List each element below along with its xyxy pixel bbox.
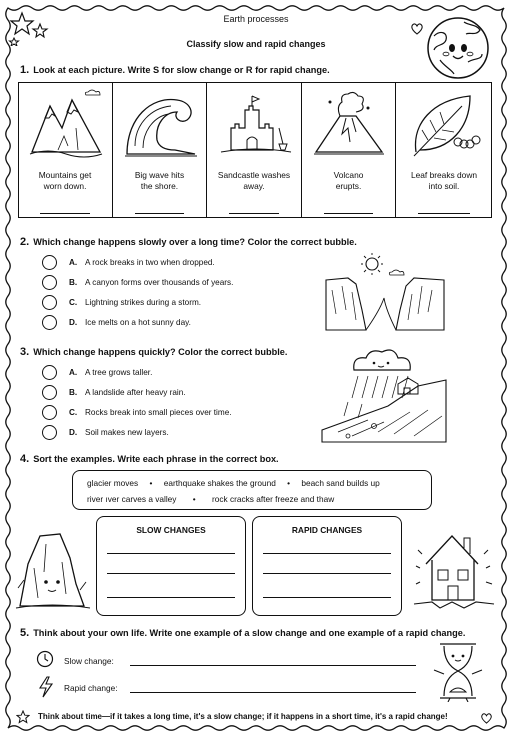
footer-tip: Think about time—if it takes a long time, it's a slow change; if it happens in a short time, it's a rapid change! — [38, 712, 448, 721]
slow-change-label: Slow change: — [64, 656, 114, 666]
word-bank-row-2 — [87, 494, 334, 504]
star-icon — [16, 710, 30, 724]
answer-bubble[interactable] — [42, 385, 57, 400]
q3-option-a[interactable]: A. A tree grows taller. — [42, 364, 152, 380]
q1-caption-2: Big wave hits the shore. — [134, 170, 185, 191]
phrase-chip: beach sand builds up — [301, 478, 380, 488]
bullet-separator: • — [192, 494, 196, 504]
rapid-changes-box — [252, 516, 402, 616]
q1-answer-line-1[interactable] — [40, 213, 90, 214]
q1-answer-line-2[interactable] — [135, 213, 184, 214]
q1-caption-1: Mountains get worn down. — [38, 170, 92, 191]
q1-item-sandcastle — [207, 82, 302, 218]
q1-prompt: 1. Look at each picture. Write S for slow change or R for rapid change. — [20, 64, 330, 76]
q1-answer-line-3[interactable] — [229, 213, 279, 214]
slow-changes-box — [96, 516, 246, 616]
answer-bubble[interactable] — [42, 255, 57, 270]
q1-caption-5: Leaf breaks down into soil. — [410, 170, 478, 191]
answer-bubble[interactable] — [42, 275, 57, 290]
rapid-answer-line[interactable] — [263, 597, 391, 598]
q1-item-volcano — [302, 82, 396, 218]
rapid-change-answer-line[interactable] — [130, 692, 416, 693]
q2-option-d[interactable]: D. Ice melts on a hot sunny day. — [42, 314, 191, 330]
canyon-illustration — [322, 250, 448, 332]
q2-option-c[interactable]: C. Lightning strikes during a storm. — [42, 294, 201, 310]
answer-bubble[interactable] — [42, 365, 57, 380]
leaf-icon — [406, 88, 482, 162]
q3-option-d[interactable]: D. Soil makes new layers. — [42, 424, 169, 440]
q1-caption-3: Sandcastle washes away. — [217, 170, 291, 191]
sandcastle-icon — [217, 88, 293, 162]
answer-bubble[interactable] — [42, 425, 57, 440]
answer-bubble[interactable] — [42, 315, 57, 330]
q1-item-wave — [113, 82, 207, 218]
heart-icon — [480, 712, 493, 724]
shaking-house-illustration — [412, 520, 496, 612]
q4-prompt: 4. Sort the examples. Write each phrase in the correct box. — [20, 453, 279, 465]
slow-change-answer-line[interactable] — [130, 665, 416, 666]
phrase-chip: river ıver carves a valley — [87, 494, 177, 504]
q1-item-mountains — [18, 82, 113, 218]
landslide-illustration — [318, 346, 448, 444]
q1-caption-4: Volcano erupts. — [333, 170, 364, 191]
q1-answer-line-4[interactable] — [324, 213, 373, 214]
q2-prompt: 2. Which change happens slowly over a long time? Color the correct bubble. — [20, 236, 357, 248]
clock-icon — [36, 650, 54, 668]
phrase-chip: rock cracks after freeze and thaw — [211, 494, 335, 504]
q1-item-leaf — [396, 82, 492, 218]
rapid-change-label: Rapid change: — [64, 683, 118, 693]
rapid-answer-line[interactable] — [263, 553, 391, 554]
lightning-icon — [38, 676, 54, 698]
slow-answer-line[interactable] — [107, 573, 235, 574]
hourglass-icon — [430, 640, 486, 702]
phrase-chip: glacier moves — [87, 478, 139, 488]
mountains-icon — [28, 88, 104, 162]
q3-option-b[interactable]: B. A landslide after heavy rain. — [42, 384, 186, 400]
answer-bubble[interactable] — [42, 295, 57, 310]
phrase-chip: earthquake shakes the ground — [163, 478, 276, 488]
worksheet-title: Classify slow and rapid changes — [186, 39, 326, 49]
q3-prompt: 3. Which change happens quickly? Color the correct bubble. — [20, 346, 288, 358]
q2-option-b[interactable]: B. A canyon forms over thousands of years. — [42, 274, 233, 290]
bullet-separator: • — [149, 478, 153, 488]
slow-changes-heading: SLOW CHANGES — [136, 525, 206, 535]
slow-answer-line[interactable] — [107, 553, 235, 554]
volcano-icon — [310, 88, 388, 162]
bullet-separator: • — [287, 478, 291, 488]
answer-bubble[interactable] — [42, 405, 57, 420]
q2-option-a[interactable]: A. A rock breaks in two when dropped. — [42, 254, 215, 270]
rapid-answer-line[interactable] — [263, 573, 391, 574]
rapid-changes-heading: RAPID CHANGES — [291, 525, 363, 535]
q1-answer-line-5[interactable] — [418, 213, 470, 214]
word-bank-row-1 — [87, 478, 380, 488]
q3-option-c[interactable]: C. Rocks break into small pieces over time. — [42, 404, 232, 420]
slow-answer-line[interactable] — [107, 597, 235, 598]
q5-prompt: 5. Think about your own life. Write one example of a slow change and one example of a rapid change. — [20, 627, 466, 639]
word-bank — [72, 470, 432, 510]
rock-character-illustration — [14, 528, 92, 612]
wave-icon — [121, 88, 199, 162]
subject-label: Earth processes — [223, 14, 289, 24]
